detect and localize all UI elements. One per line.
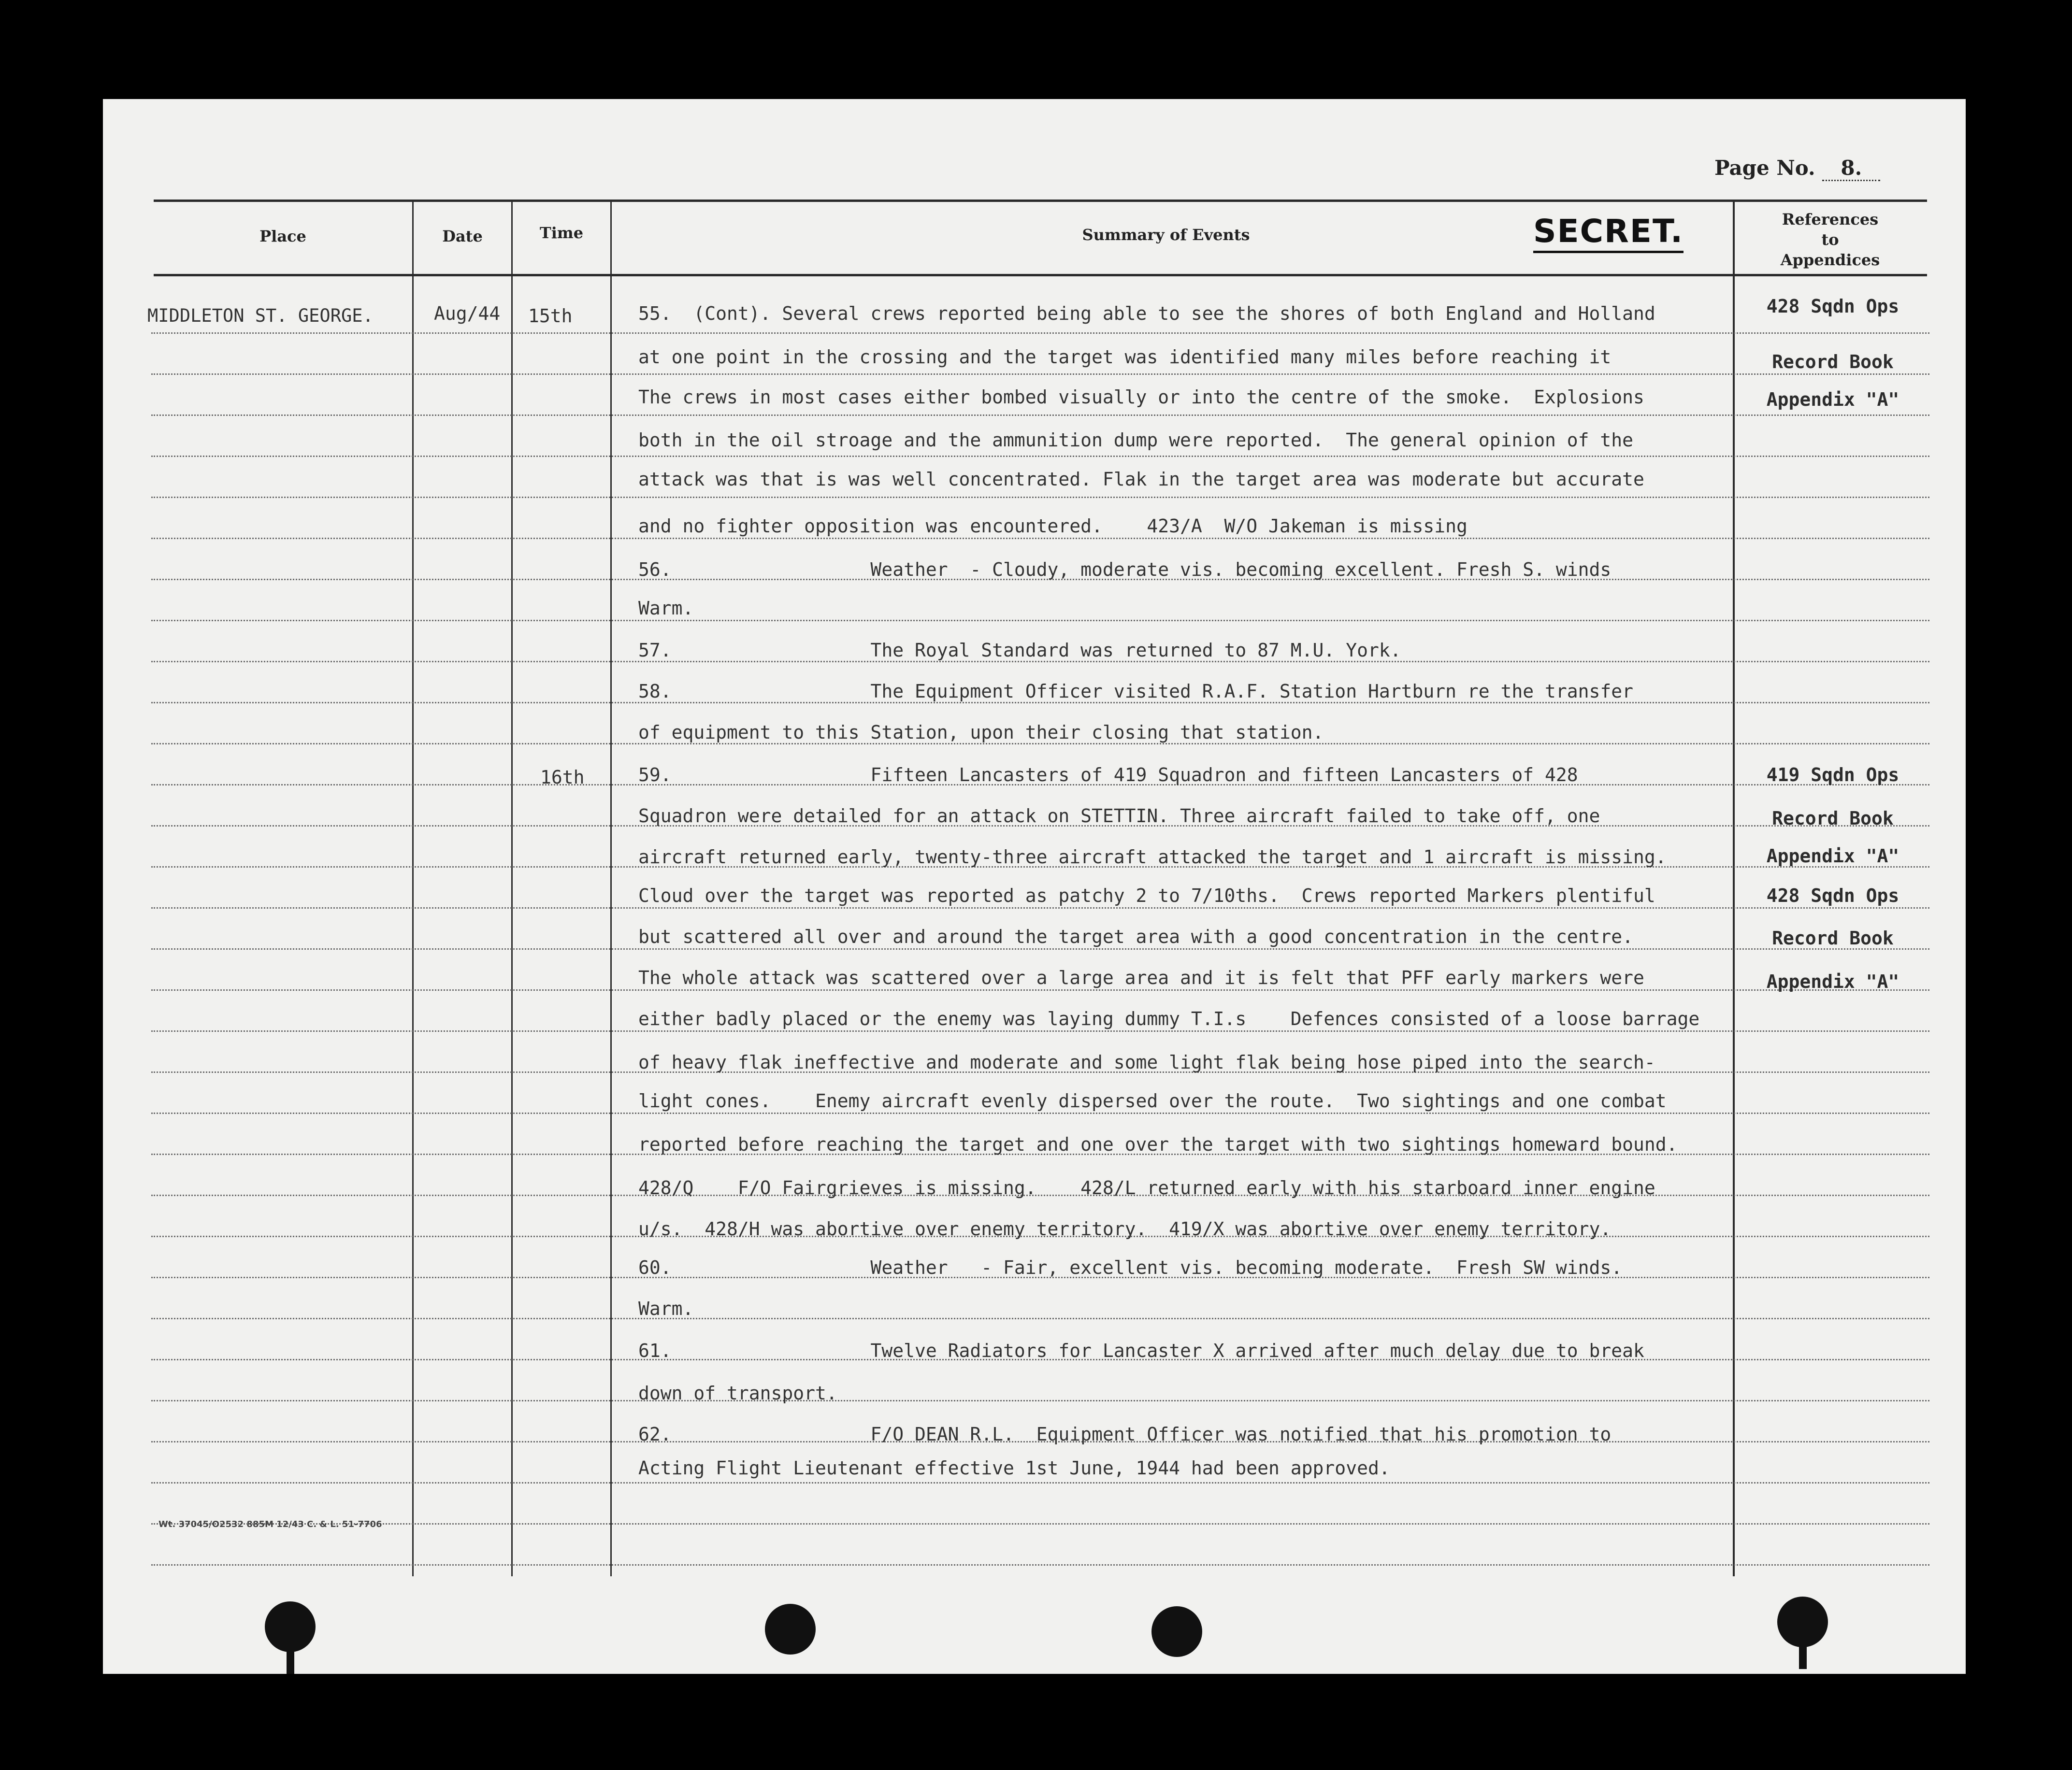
page-number [1714,156,1880,181]
header-top-rule [154,200,1927,202]
ruled-line [151,661,1929,662]
ruled-line [151,1318,1929,1319]
summary-line: but scattered all over and around the target area with a good concentration in the centre. [638,926,1634,947]
ruled-line [151,1564,1929,1566]
summary-line: 57. The Royal Standard was returned to 87 M.U. York. [638,640,1401,661]
punch-hole [1151,1606,1202,1657]
summary-line: reported before reaching the target and one over the target with two sightings homeward bound. [638,1134,1678,1155]
ruled-line [151,620,1929,621]
form-print-code: Wt. 37045/O2532 885M 12/43 C. & L. 51-7706 [158,1519,382,1529]
ruled-line [151,332,1929,334]
ruled-line [151,948,1929,950]
record-sheet [103,99,1966,1674]
ruled-line [151,373,1929,375]
punch-hole-slot [287,1635,294,1674]
punch-hole [765,1604,816,1655]
summary-line: 55. (Cont). Several crews reported being able to see the shores of both England and Holland [638,303,1655,324]
page-number-value: 8. [1822,156,1880,181]
ruled-line [151,907,1929,909]
summary-line: aircraft returned early, twenty-three aircraft attacked the target and 1 aircraft is missing. [638,846,1667,868]
summary-line: Acting Flight Lieutenant effective 1st June, 1944 had been approved. [638,1457,1390,1479]
reference-entry: Record Book [1772,351,1894,372]
ruled-line [151,989,1929,991]
header-references-line-3: Appendices [1780,251,1880,269]
ruled-line [151,743,1929,744]
header-date: Date [442,227,483,245]
reference-entry: 428 Sqdn Ops [1766,885,1899,906]
summary-line: The crews in most cases either bombed visually or into the centre of the smoke. Explosions [638,386,1644,408]
summary-line: 428/Q F/O Fairgrieves is missing. 428/L returned early with his starboard inner engine [638,1177,1655,1199]
page-number-label: Page No. [1714,156,1815,180]
summary-line: The whole attack was scattered over a large area and it is felt that PFF early markers were [638,967,1644,988]
summary-line: light cones. Enemy aircraft evenly dispersed over the route. Two sightings and one combat [638,1090,1667,1112]
secret-stamp: SECRET. [1533,213,1684,253]
summary-line: both in the oil stroage and the ammunition dump were reported. The general opinion of the [638,429,1634,451]
reference-entry: Record Book [1772,808,1894,829]
summary-line: down of transport. [638,1383,837,1404]
ruled-line [151,414,1929,416]
summary-line: 59. Fifteen Lancasters of 419 Squadron and fifteen Lancasters of 428 [638,764,1578,785]
ruled-line [151,456,1929,457]
summary-line: Warm. [638,1298,694,1319]
ruled-line [151,1482,1929,1484]
time-entry-16th: 16th [540,767,585,788]
summary-line: of heavy flak ineffective and moderate and some light flak being hose piped into the search- [638,1052,1655,1073]
header-place: Place [259,227,306,245]
ruled-line [151,1400,1929,1401]
reference-entry: Appendix "A" [1766,971,1899,992]
ruled-line [151,1523,1929,1525]
header-bottom-rule [154,274,1927,276]
ruled-line [151,538,1929,539]
ruled-line [151,1113,1929,1114]
reference-entry: Appendix "A" [1766,845,1899,867]
punch-hole-slot [1799,1630,1807,1669]
summary-line: Squadron were detailed for an attack on STETTIN. Three aircraft failed to take off, one [638,805,1600,827]
divider-place-date [412,200,414,1576]
ruled-line [151,497,1929,498]
summary-line: 60. Weather - Fair, excellent vis. becoming moderate. Fresh SW winds. [638,1257,1623,1278]
reference-entry: 419 Sqdn Ops [1766,764,1899,785]
header-time: Time [539,224,584,242]
summary-line: Warm. [638,598,694,619]
summary-line: either badly placed or the enemy was laying dummy T.I.s Defences consisted of a loose barrage [638,1008,1700,1029]
header-references [1735,209,1926,270]
ruled-line [151,1030,1929,1032]
header-references-line-1: References [1782,210,1879,228]
header-summary: Summary of Events [1082,226,1250,244]
divider-time-summary [610,200,612,1576]
summary-line: Cloud over the target was reported as patchy 2 to 7/10ths. Crews reported Markers plentiful [638,885,1655,906]
ruled-line [151,702,1929,703]
reference-entry: Appendix "A" [1766,389,1899,410]
summary-line: 62. F/O DEAN R.L. Equipment Officer was notified that his promotion to [638,1424,1612,1445]
place-entry: MIDDLETON ST. GEORGE. [147,305,374,326]
divider-summary-refs [1733,200,1735,1576]
reference-entry: 428 Sqdn Ops [1766,296,1899,317]
summary-line: of equipment to this Station, upon their closing that station. [638,722,1324,743]
time-entry-15th: 15th [528,305,573,327]
reference-entry: Record Book [1772,928,1894,949]
summary-line: 56. Weather - Cloudy, moderate vis. becoming excellent. Fresh S. winds [638,559,1612,580]
header-references-line-2: to [1821,230,1839,249]
summary-line: 58. The Equipment Officer visited R.A.F. Station Hartburn re the transfer [638,681,1634,702]
divider-date-time [511,200,513,1576]
summary-line: u/s. 428/H was abortive over enemy territory. 419/X was abortive over enemy territory. [638,1218,1612,1240]
summary-line: 61. Twelve Radiators for Lancaster X arrived after much delay due to break [638,1340,1644,1361]
summary-line: attack was that is was well concentrated. Flak in the target area was moderate but accurate [638,469,1644,490]
date-entry: Aug/44 [434,303,501,324]
summary-line: and no fighter opposition was encountered. 423/A W/O Jakeman is missing [638,515,1468,537]
summary-line: at one point in the crossing and the target was identified many miles before reaching it [638,346,1612,368]
